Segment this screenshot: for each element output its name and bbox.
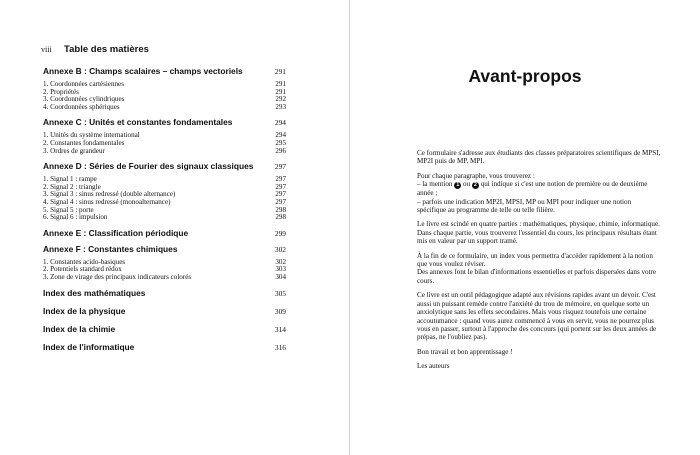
toc-index-page: 309: [274, 306, 286, 316]
toc-item-page: 291: [275, 87, 286, 96]
toc-section-title: Annexe F : Constantes chimiques: [43, 243, 178, 254]
running-title: Table des matières: [64, 44, 149, 55]
toc-section-page: 299: [274, 228, 286, 238]
toc-index-entry[interactable]: [43, 288, 286, 298]
toc-item[interactable]: [43, 104, 286, 112]
toc-item-label: 1. Constantes acido-basiques: [43, 257, 126, 266]
toc-item-page: 293: [275, 102, 286, 111]
toc-item-page: 291: [275, 80, 286, 88]
toc-index-title: Index de l'informatique: [43, 341, 135, 352]
toc-indexes: [43, 288, 286, 352]
toc-item-label: 4. Signal 4 : sinus redressé (monoalternance): [43, 197, 171, 206]
toc-item-page: 297: [275, 197, 286, 206]
toc-item-label: 1. Coordonnées cartésiennes: [43, 80, 124, 88]
toc-item-label: 5. Signal 5 : porte: [43, 205, 94, 214]
toc-item-label: 4. Coordonnées sphériques: [43, 102, 120, 111]
foreword-body: [417, 149, 662, 377]
toc-section-page: 291: [274, 67, 286, 76]
toc-index-title: Index de la chimie: [43, 323, 116, 334]
toc-section-heading[interactable]: [43, 244, 286, 254]
right-page: [350, 0, 700, 455]
toc-section-annexe-b: [43, 66, 286, 111]
toc-item[interactable]: [43, 274, 286, 282]
circled-one-icon: 1: [456, 182, 460, 189]
toc-index-entry[interactable]: [43, 324, 286, 334]
paragraph-audience: Ce formulaire s'adresse aux étudiants des classes préparatoires scientifiques de MPSI, MP2I puis de MP, MPI.: [417, 149, 661, 166]
toc-index-page: 314: [274, 324, 286, 334]
toc-section-title: Annexe B : Champs scalaires – champs vectoriels: [43, 66, 243, 76]
toc-item-label: 2. Propriétés: [43, 87, 79, 96]
toc-index-title: Index de la physique: [43, 305, 126, 316]
conventions-mention-suffix: qui indique si c'est une notion de première ou de deuxième année ;: [417, 180, 648, 198]
toc-index-page: 305: [274, 288, 286, 298]
conventions-mention-prefix: – la mention: [417, 180, 453, 189]
toc-section-page: 302: [274, 244, 286, 254]
index-note: À la fin de ce formulaire, un index vous permettra d'accéder rapidement à la notion que vous voulez réviser.: [417, 251, 653, 269]
paragraph-purpose: Ce livre est un outil pédagogique adapté aux révisions rapides avant un devoir. C'est aussi un puissant remède contre l'anxiété du trou de mémoire, en quelque sorte un anxiolytique sans les effets secondaires. Mais vous risquez toutefois une certaine accoutumance : quand vous aurez commencé à vous en servir, vous ne pourrez plus vous en passer, surtout à l'approche des concours (qui portent sur les deux années de prépas, ne l'oubliez pas).: [417, 291, 657, 342]
toc-item-page: 292: [275, 95, 286, 104]
toc-item-page: 298: [275, 205, 286, 214]
toc-item-page: 297: [275, 175, 286, 184]
toc-section-annexe-c: [43, 117, 286, 155]
toc-section-annexe-e: [43, 228, 286, 238]
paragraph-closing: Bon travail et bon apprentissage !: [417, 347, 513, 356]
toc-section-annexe-d: [43, 161, 286, 222]
toc-item[interactable]: [43, 148, 286, 156]
toc-section-annexe-f: [43, 244, 286, 282]
toc-item-page: 302: [275, 257, 286, 266]
toc-section-heading[interactable]: [43, 161, 286, 171]
toc-item-page: 297: [275, 190, 286, 199]
circled-two-icon: 2: [473, 182, 477, 189]
toc-item-label: 6. Signal 6 : impulsion: [43, 213, 108, 222]
toc-section-heading[interactable]: [43, 228, 286, 238]
toc-section-page: 297: [274, 162, 286, 172]
toc-section-heading[interactable]: [43, 66, 286, 76]
paragraph-structure: Le livre est scindé en quatre parties : mathématiques, physique, chimie, informatique. Dans chaque partie, vous trouverez l'essentiel du cours, les principaux résultats étant mis en valeur par un support tramé.: [417, 220, 660, 246]
toc-item-label: 2. Constantes fondamentales: [43, 138, 125, 147]
toc-section-heading[interactable]: [43, 117, 286, 127]
paragraph-signature: Les auteurs: [417, 362, 450, 371]
paragraph-conventions: [417, 172, 662, 215]
toc-section-page: 294: [274, 118, 286, 128]
conventions-intro: Pour chaque paragraphe, vous trouverez :: [417, 171, 535, 180]
toc-item-page: 304: [275, 272, 286, 281]
toc-item-label: 3. Ordres de grandeur: [43, 146, 105, 155]
toc-item[interactable]: [43, 81, 286, 89]
toc-section-title: Annexe E : Classification périodique: [43, 227, 189, 238]
toc-index-page: 316: [274, 342, 286, 352]
toc-item-label: 2. Potentiels standard rédox: [43, 265, 122, 274]
toc-item-label: 3. Signal 3 : sinus redressé (double alternance): [43, 190, 176, 199]
toc-section-title: Annexe D : Séries de Fourier des signaux classiques: [43, 161, 254, 172]
toc-item[interactable]: [43, 214, 286, 222]
toc-index-entry[interactable]: [43, 306, 286, 316]
conventions-or: ou: [463, 180, 471, 189]
foreword-title: Avant-propos: [468, 66, 582, 86]
paragraph-index: [417, 252, 662, 286]
running-header: [41, 44, 149, 55]
toc-item-page: 297: [275, 182, 286, 191]
toc-index-entry[interactable]: [43, 342, 286, 352]
toc-item-page: 294: [275, 131, 286, 140]
toc-item-page: 296: [275, 146, 286, 155]
table-of-contents: [43, 66, 286, 360]
toc-item-page: 303: [275, 265, 286, 274]
toc-item-page: 295: [275, 138, 286, 147]
toc-item-page: 298: [275, 213, 286, 222]
toc-item-label: 3. Zone de virage des principaux indicateurs colorés: [43, 272, 192, 281]
toc-item-label: 1. Signal 1 : rampe: [43, 175, 97, 184]
page-number: viii: [41, 45, 52, 54]
toc-index-title: Index des mathématiques: [43, 287, 146, 298]
toc-item-label: 1. Unités du système international: [43, 131, 140, 140]
toc-item-label: 2. Signal 2 : triangle: [43, 182, 101, 191]
conventions-track-indication: – parfois une indication MP2I, MPSI, MP ou MPI pour indiquer une notion spécifique au programme de telle ou telle filière.: [417, 197, 632, 215]
toc-item-label: 3. Coordonnées cylindriques: [43, 95, 125, 104]
annexes-note: Des annexes font le bilan d'informations essentielles et parfois dispersées dans votre cours.: [417, 268, 657, 285]
toc-section-title: Annexe C : Unités et constantes fondamentales: [43, 117, 233, 128]
